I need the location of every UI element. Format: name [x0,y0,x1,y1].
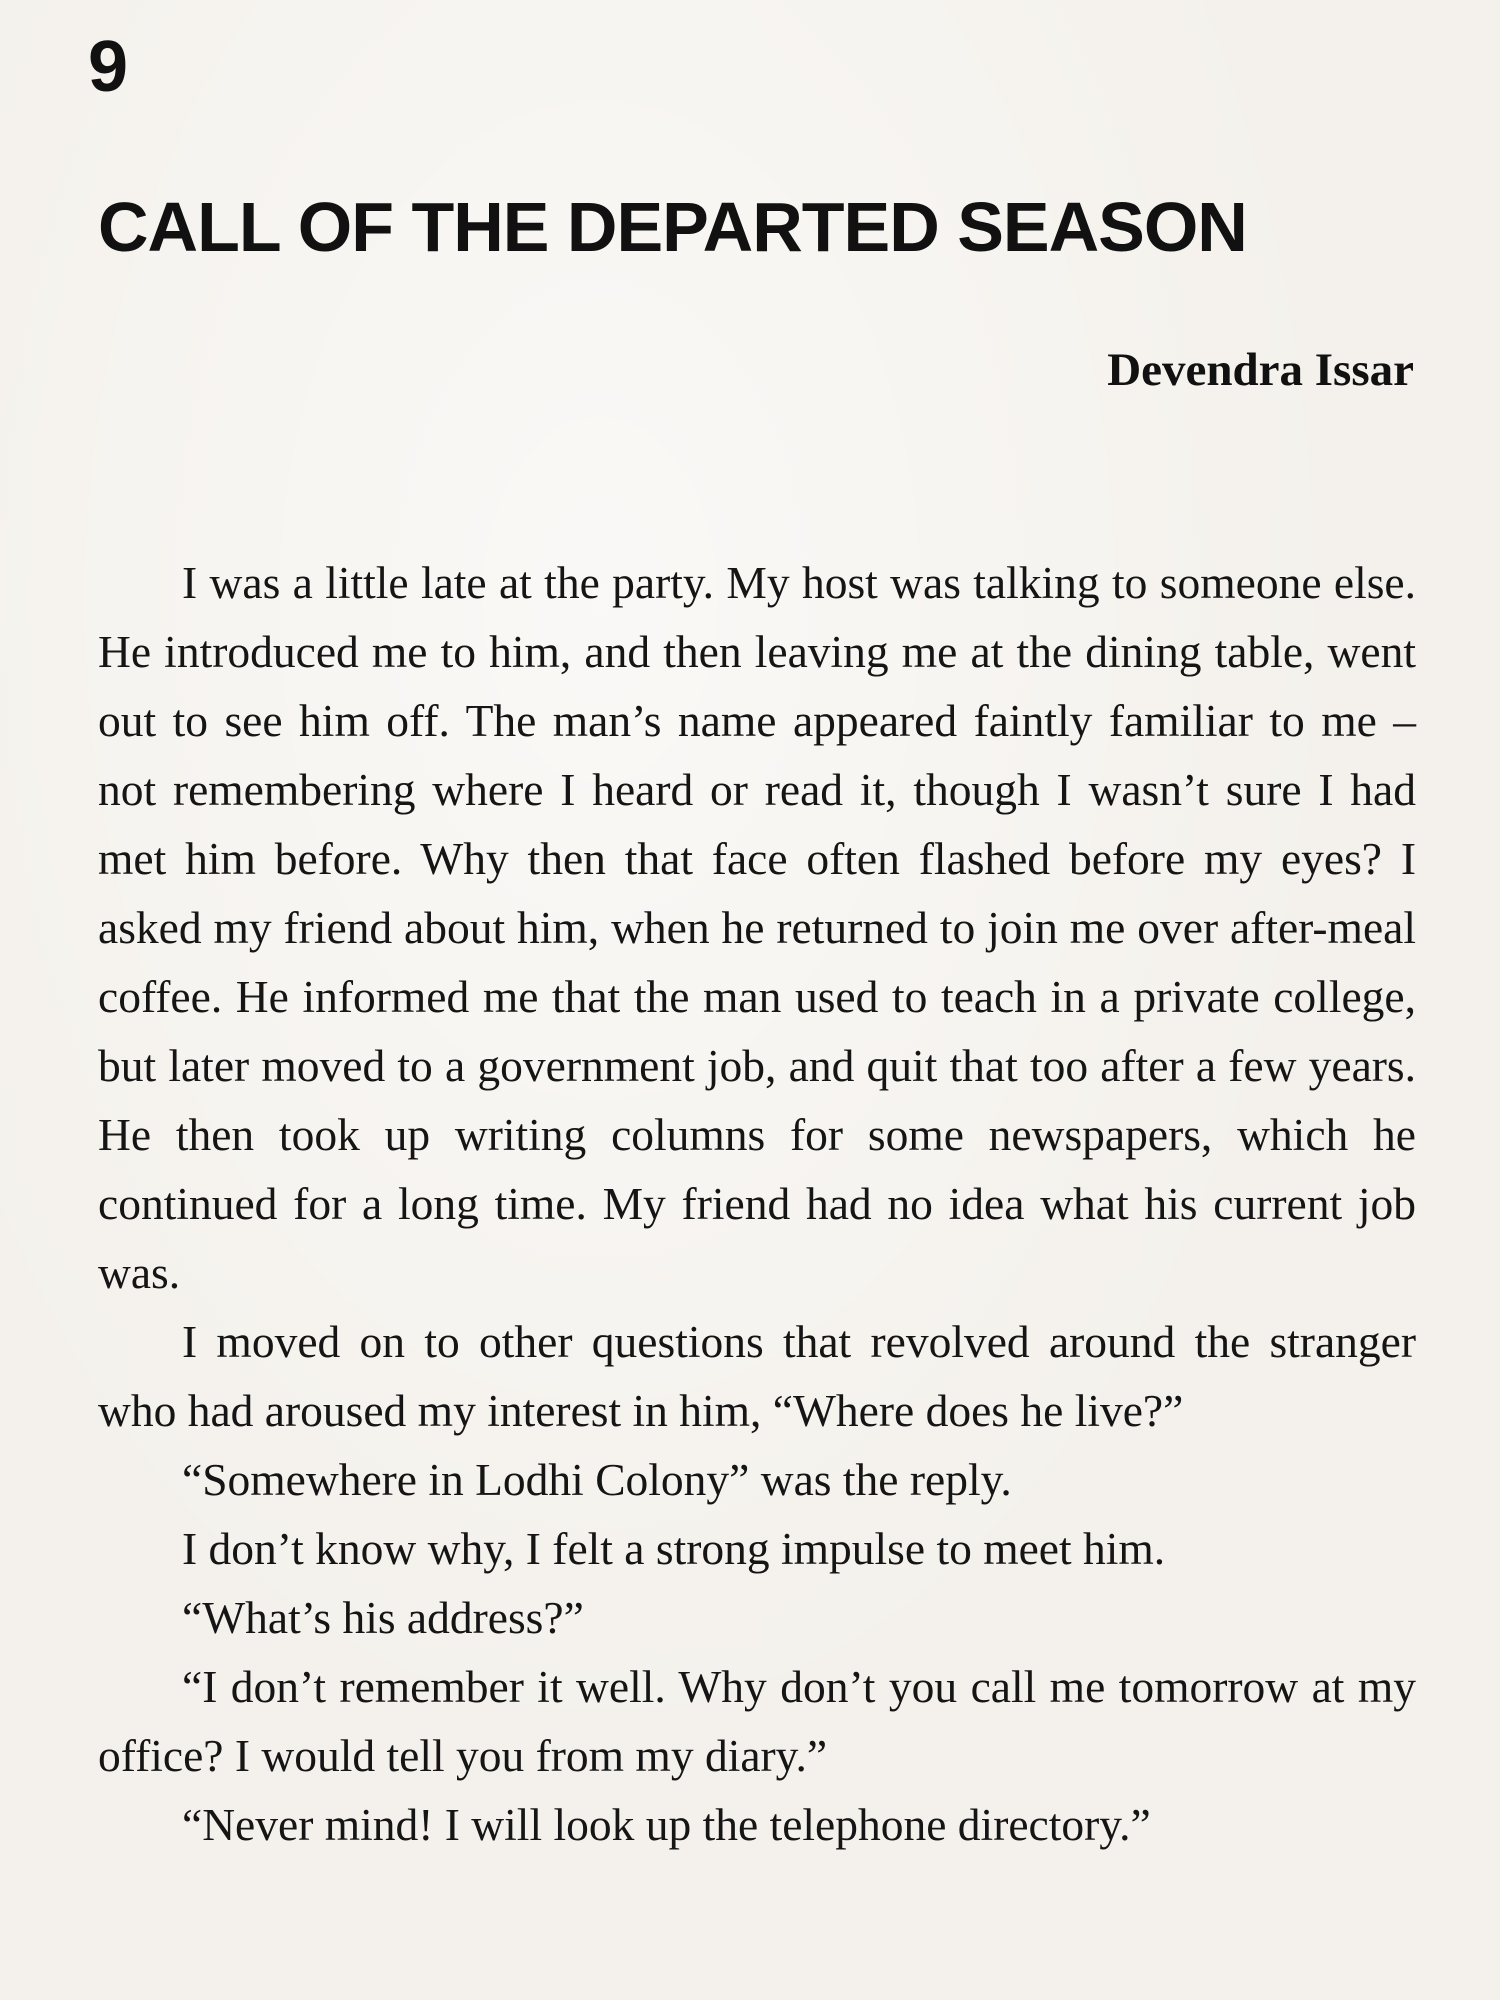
chapter-number: 9 [88,27,129,107]
chapter-title: CALL OF THE DEPARTED SEASON [98,188,1247,266]
paragraph: I was a little late at the party. My host was talking to someone else. He introduced me to him, and then leaving me at the dining table, went out to see him off. The man’s name appeared faintly familiar to me – not remembering where I heard or read it, though I wasn’t sure I had met him before. Why then that face often flashed before my eyes? I asked my friend about him, when he returned to join me over after-meal coffee. He informed me that the man used to teach in a private college, but later moved to a government job, and quit that too after a few years. He then took up writing columns for some newspapers, which he continued for a long time. My friend had no idea what his current job was. [98,557,1416,1298]
paragraph: “I don’t remember it well. Why don’t you call me tomorrow at my office? I would tell you from my diary.” [98,1661,1416,1781]
paragraph: “Never mind! I will look up the telephone directory.” [182,1799,1151,1850]
story-body [98,548,1416,1859]
author-name: Devendra Issar [1107,344,1414,396]
paragraph: I moved on to other questions that revolved around the stranger who had aroused my interest in him, “Where does he live?” [98,1316,1416,1436]
paragraph: “What’s his address?” [182,1592,584,1643]
paragraph: I don’t know why, I felt a strong impulse to meet him. [182,1523,1166,1574]
paragraph: “Somewhere in Lodhi Colony” was the reply. [182,1454,1012,1505]
